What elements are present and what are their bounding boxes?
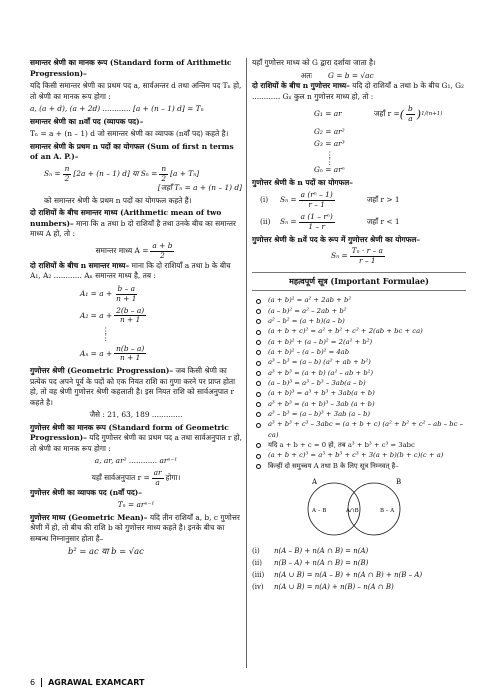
gm-term-n: Gₙ = arⁿ [314, 165, 345, 175]
g1-exponent: 1/(n+1) [421, 110, 443, 117]
fraction: $\frac{\text{Tₙ · r – a}}{r - 1}$ [351, 246, 383, 266]
am-heading: दो राशियों के बीच समान्तर माध्य (Arithmetic mean of two numbers)– [30, 208, 222, 228]
gm-term-1: G₁ = ar जहाँ r = ( $\frac{b}{a}$ ) 1/(n+1) [314, 104, 443, 123]
gm-denote: यहाँ गुणोत्तर माध्य को G द्वारा दर्शाया जाता है। [252, 58, 376, 67]
vertical-dots: ⋮ ⋮ [326, 149, 335, 166]
page-number: 6 [30, 678, 36, 687]
am-term-n: Aₙ = a + $\frac{n(b - a)}{n + 1}$ [80, 343, 145, 363]
gp-standard-series: a, ar, ar² ............ arⁿ⁻¹ [94, 456, 178, 466]
formula-item: a³ + b³ = (a + b) (a² – ab + b²) [252, 368, 466, 378]
ap-sum-where: [जहाँ Tₙ = a + (n – 1) d] [157, 183, 242, 193]
set-formula-item: (iv) n(A ∪ B) = n(A) + n(B) – n(A ∩ B) [252, 583, 394, 592]
formula-item: (a + b + c)³ = a³ + b³ + c³ + 3(a + b)(b + c)(c + a) [252, 450, 466, 460]
brand-name: AGRAWAL EXAMCART [48, 678, 145, 687]
set-formula-item: (i) n(A – B) + n(A ∩ B) = n(A) [252, 547, 369, 556]
gp-ratio: यहाँ सार्वअनुपात r = $\frac{ar}{a}$ होगा। [91, 467, 181, 487]
vertical-dots: ⋮ ⋮ [102, 326, 111, 342]
n-gm-paragraph [252, 81, 466, 102]
gp-example: जैसे : 21, 63, 189 ............. [89, 410, 183, 420]
gm-paragraph [30, 513, 242, 545]
fraction: $\frac{a + b}{2}$ [152, 240, 173, 260]
fraction: $\frac{n(b - a)}{n + 1}$ [116, 343, 145, 363]
am-formula-lhs: समान्तर माध्य A = [95, 246, 149, 256]
gp-heading: गुणोत्तर श्रेणी (Geometric Progression)– [30, 366, 174, 376]
gp-standard-text: यदि गुणोत्तर श्रेणी का प्रथम पद a तथा सार्वअनुपात r हो, तो श्रेणी का मानक रूप होगा : [30, 433, 242, 453]
footer-separator [41, 678, 42, 687]
n-gm-list [252, 105, 466, 176]
n-am-list [30, 285, 242, 364]
ap-nth-term-heading: समान्तर श्रेणी का nवाँ पद (व्यापक पद)– [30, 116, 144, 126]
left-column [30, 58, 242, 560]
gm-formula: G = b = √ac [328, 70, 374, 80]
formula-item: a³ + b³ + c³ – 3abc = (a + b + c) (a² + b² + c² – ab – bc – ca) [252, 419, 466, 440]
set-formula-item: (ii) n(B – A) + n(A ∩ B) = n(B) [252, 559, 369, 568]
formula-list [252, 295, 466, 471]
page-footer [30, 678, 145, 687]
formula-item: यदि a + b + c = 0 हो, तब a³ + b³ + c³ = 3abc [252, 440, 466, 450]
gp-sum-last-heading: गुणोत्तर श्रेणी के nवें पद के रूप में गुणोत्तर श्रेणी का योगफल– [252, 234, 421, 244]
venn-region-a-minus-b: A – B [312, 507, 327, 514]
am-formula [30, 242, 242, 261]
ap-standard-heading: समान्तर श्रेणी का मानक रूप (Standard form of Arithmetic Progression)– [30, 58, 232, 78]
formula-item: (a – b)² = a² – 2ab + b² [252, 306, 466, 316]
ap-sum-formula [30, 165, 242, 184]
formula-item: a³ + b³ = (a + b)³ – 3ab (a + b) [252, 399, 466, 409]
important-formulae-box [252, 272, 466, 594]
n-gm-heading: दो राशियों के बीच n गुणोत्तर माध्य– [252, 81, 350, 91]
gp-standard-paragraph [30, 423, 242, 455]
ap-sum-note: को समान्तर श्रेणी के प्रथम n पदों का योगफल कहते हैं। [44, 195, 192, 205]
sum-lhs: Sₙ = [44, 168, 61, 178]
venn-region-intersection: A∩B [346, 507, 359, 514]
formula-item: किन्हीं दो समुच्चय A तथा B के लिए सूत्र निम्नवत् है– [252, 461, 466, 471]
gm-heading: गुणोत्तर माध्य (Geometric Mean)– [30, 512, 148, 522]
venn-label-a: A [312, 477, 318, 486]
n-am-heading: दो राशियों के बीच n समान्तर माध्य– [30, 260, 130, 270]
venn-region-b-minus-a: B – A [380, 507, 395, 514]
am-term-2: A₂ = a + $\frac{2(b - a)}{n + 1}$ [80, 305, 145, 325]
right-column [252, 58, 466, 594]
formula-item: a³ – b³ = (a – b)³ + 3ab (a – b) [252, 409, 466, 419]
gp-standard-heading: गुणोत्तर श्रेणी का मानक रूप (Standard form of Geometric Progression)– [30, 422, 229, 443]
gp-text: जब किसी श्रेणी का प्रत्येक पद अपने पूर्व के पदों को एक नियत राशि का गुणा करने पर प्राप्त होता हो, तो वह श्रेणी गुणोत्तर श्रेणी कहलाती है। इस नियत राशि को सार्वअनुपात r कहते है। [30, 366, 235, 407]
fraction: $\frac{2(b - a)}{n + 1}$ [116, 305, 145, 325]
gm-term-2: G₂ = ar² [314, 126, 345, 136]
ap-standard-series: a, (a + d), (a + 2d) ............ [a + (n – 1) d] = Tₙ [30, 104, 204, 114]
n-am-text: माना कि दो राशियाँ a तथा b के बीच A₁, A₂ ............ Aₙ समान्तर माध्य है, तब : [30, 260, 231, 281]
formula-item: a² – b² = (a + b)(a – b) [252, 316, 466, 326]
sum-mid: [2a + (n – 1) d] या Sₙ = [73, 168, 158, 178]
fraction: $\frac{ar}{a}$ [153, 467, 162, 487]
formula-item: a³ – b³ = (a – b) (a² + ab + b²) [252, 357, 466, 367]
fraction: $\frac{\text{a (1 – rⁿ)}}{1 - r}$ [300, 211, 333, 231]
formula-item: (a + b + c)² = a² + b² + c² + 2(ab + bc + ca) [252, 326, 466, 336]
venn-diagram [292, 475, 422, 537]
formula-item: (a + b)² + (a – b)² = 2(a² + b²) [252, 337, 466, 347]
gp-nth-formula: Tₙ = arⁿ⁻¹ [117, 500, 155, 510]
fraction: $\frac{b - a}{n + 1}$ [116, 283, 137, 303]
sum-tail: [a + Tₙ] [170, 168, 200, 178]
gp-sum-heading: गुणोत्तर श्रेणी के n पदों का योगफल– [252, 177, 353, 187]
set-formula-item: (iii) n(A ∪ B) = n(A – B) + n(A ∩ B) + n(B – A) [252, 571, 423, 580]
gp-paragraph [30, 366, 242, 408]
n-gm-text: यदि दो राशियाँ a तथा b के बीच G₁, G₂ ............ Gₙ कुल n गुणोत्तर माध्य हो, तो : [252, 81, 464, 101]
gp-nth-heading: गुणोत्तर श्रेणी का व्यापक पद (nवाँ पद)– [30, 487, 143, 497]
gp-sum-case-2: (ii) Sₙ = $\frac{\text{a (1 – rⁿ)}}{1 - r}$ जहाँ r < 1 [260, 211, 400, 231]
am-text: माना कि a तथा b दो राशियाँ है तथा उनके बीच का समान्तर माध्य A हो, तो : [30, 218, 236, 239]
set-formula-list [252, 546, 466, 594]
fraction: $\frac{\text{a (rⁿ – 1)}}{r - 1}$ [300, 190, 333, 210]
formula-title: महत्वपूर्ण सूत्र (Important Formulae) [252, 272, 466, 291]
gp-sum-case-1: (i) Sₙ = $\frac{\text{a (rⁿ – 1)}}{r - 1}$ जहाँ r > 1 [260, 190, 400, 210]
fraction: $\frac{n}{2}$ [64, 163, 70, 183]
gm-text: यदि तीन राशियाँ a, b, c गुणोत्तर श्रेणी में हो, तो बीच की राशि b को गुणोत्तर माध्य कहते है। इनके बीच का सम्बन्ध निम्नानुसार होता है– [30, 512, 240, 543]
ata-label: अतः [300, 70, 312, 80]
fraction: $\frac{n}{2}$ [161, 163, 167, 183]
am-term-1: A₁ = a + $\frac{b - a}{n + 1}$ [80, 283, 137, 303]
gp-sum-last-formula: Sₙ = $\frac{\text{Tₙ · r – a}}{r - 1}$ [331, 246, 383, 266]
formula-item: (a + b)³ = a³ + b³ + 3ab(a + b) [252, 388, 466, 398]
fraction: $\frac{b}{a}$ [408, 104, 413, 123]
n-am-paragraph [30, 261, 242, 282]
formula-item: (a + b)² – (a – b)² = 4ab [252, 347, 466, 357]
formula-item: (a + b)² = a² + 2ab + b² [252, 295, 466, 305]
column-divider [246, 58, 247, 668]
am-paragraph [30, 208, 242, 240]
ap-sum-heading: समान्तर श्रेणी के प्रथम n पदों का योगफल (Sum of first n terms of an A. P.)– [30, 141, 234, 162]
formula-item: (a – b)³ = a³ – b³ – 3ab(a – b) [252, 378, 466, 388]
ap-nth-term-text: Tₙ = a + (n – 1) d जो समान्तर श्रेणी का व्यापक (nवाँ पद) कहते है। [30, 129, 229, 139]
gm-term-3: G₃ = ar³ [314, 139, 345, 149]
ap-standard-text: यदि किसी समान्तर श्रेणी का प्रथम पद a, सार्वअन्तर d तथा अन्तिम पद Tₙ हो, तो श्रेणी का मानक रूप होगा : [30, 81, 242, 101]
venn-label-b: B [396, 477, 402, 486]
gm-formula-row [252, 71, 466, 82]
gm-relation: b² = ac या b = √ac [68, 546, 144, 557]
